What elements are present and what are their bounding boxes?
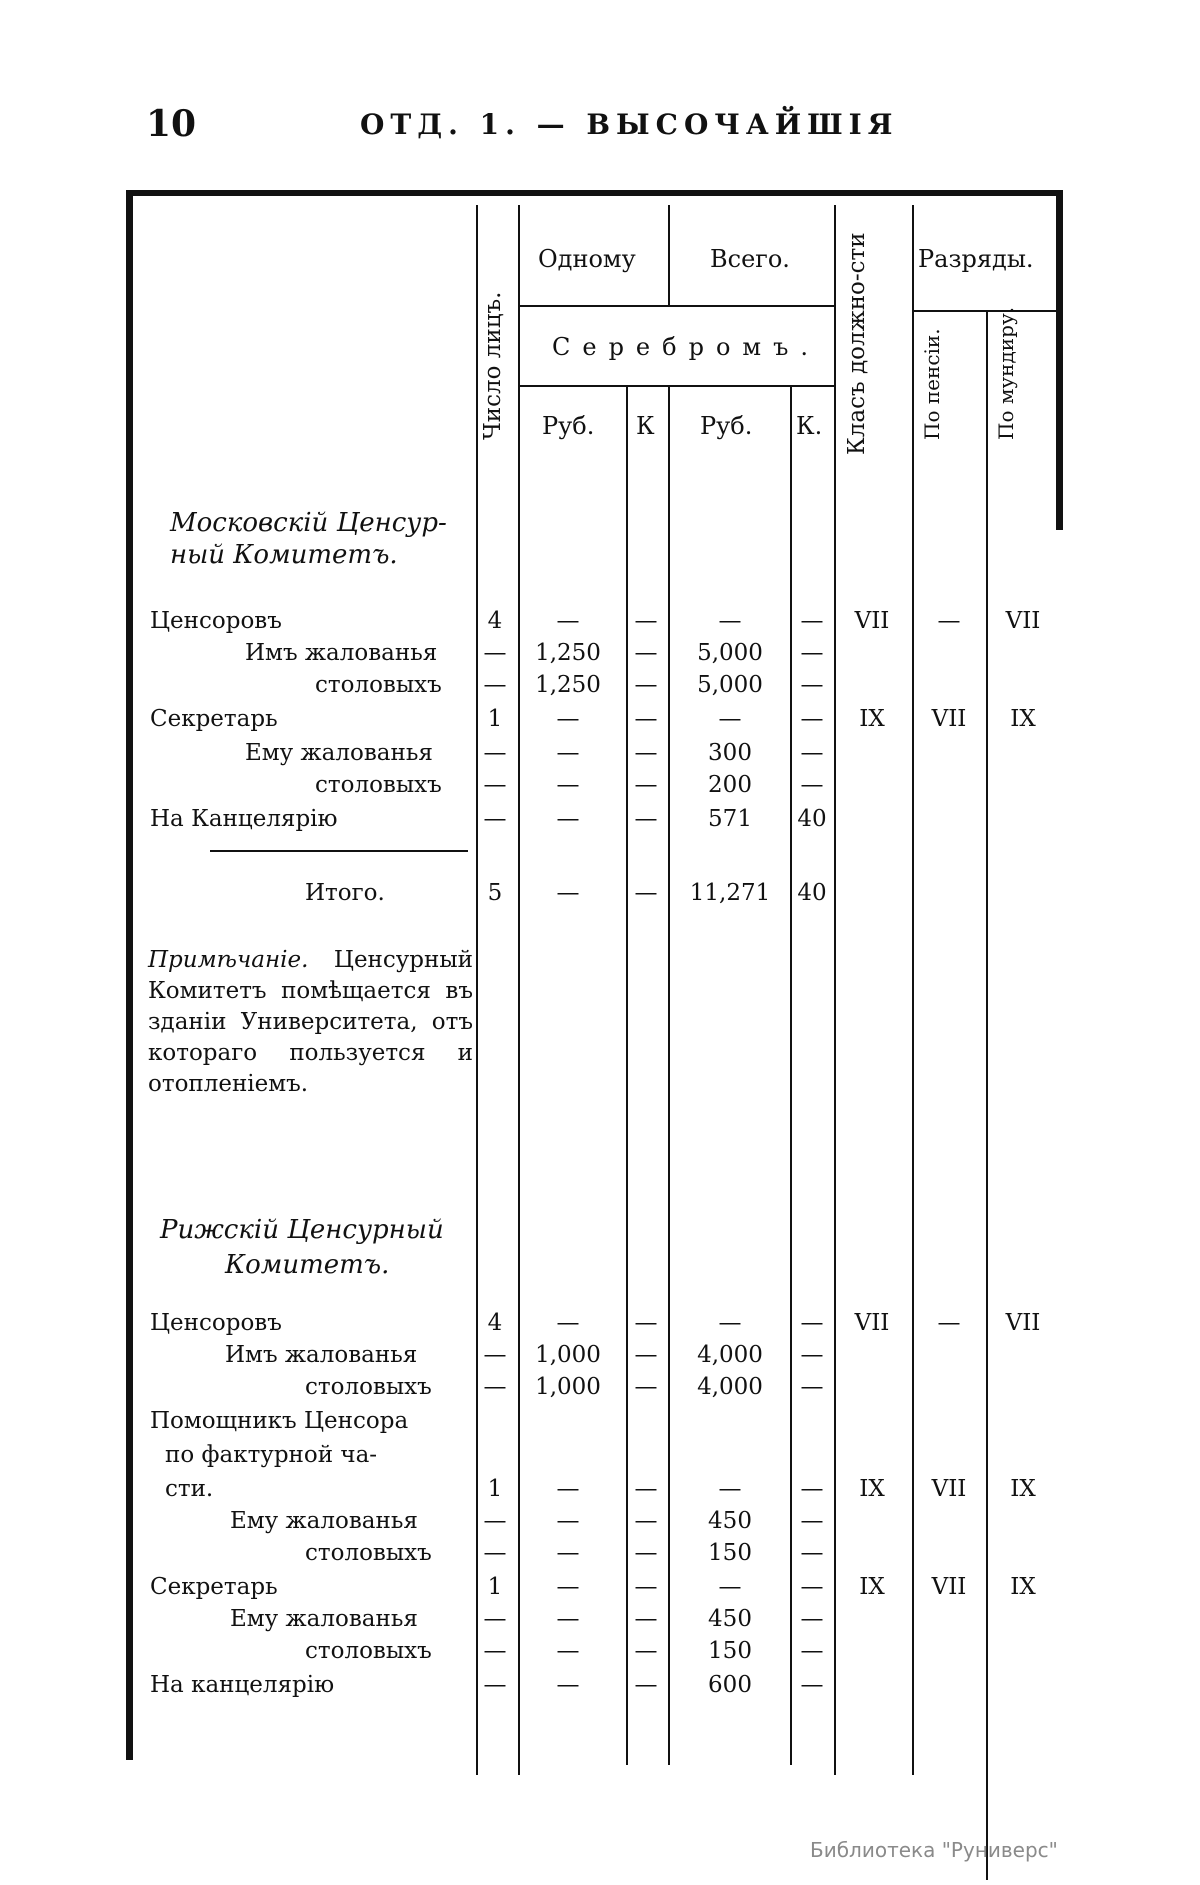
row-total: — [718,1310,742,1336]
row-label: Ему жалованья [230,1508,418,1534]
row-class: IX [859,706,885,732]
header-pension: По пенсіи. [920,328,944,440]
row-uniform: IX [1010,706,1036,732]
row-total: — [718,706,742,732]
table-top-border [126,190,1058,196]
row-label: Секретарь [150,706,278,732]
row-pension: — [937,1310,961,1336]
header-one: Одному [538,245,636,273]
row-total: 450 [708,1508,752,1534]
row-one-kop: — [634,640,658,666]
row-one: — [556,1672,580,1698]
header-persons: Число лицъ. [480,291,506,440]
row-uniform: VII [1005,1310,1041,1336]
note-title: Примѣчаніе. [148,947,309,973]
header-total: Всего. [710,245,790,273]
column-divider [668,385,670,1765]
row-total: — [718,1574,742,1600]
column-divider [668,205,670,305]
row-label: по фактурной ча- [165,1442,378,1468]
header-rub-total: Руб. [700,412,753,440]
row-persons: — [483,1342,507,1368]
row-one-kop: — [634,1476,658,1502]
section-title: ный Комитетъ. [170,540,398,570]
row-class: IX [859,1574,885,1600]
row-one-kop: — [634,1508,658,1534]
row-persons: — [483,1638,507,1664]
row-persons: 1 [487,1476,503,1502]
header-kop-total: К. [796,412,823,440]
row-one: — [556,740,580,766]
row-uniform: IX [1010,1574,1036,1600]
row-one-kop: — [634,1374,658,1400]
note-text: Ценсурный Комитетъ помѣщается въ зданіи Университета, отъ котораго пользуется и отопленіемъ. [148,947,473,1097]
row-persons: — [483,806,507,832]
row-label: Ценсоровъ [150,1310,282,1336]
row-one-kop: — [634,706,658,732]
row-one: 1,000 [535,1342,601,1368]
row-one-kop: — [634,1574,658,1600]
header-divider [914,310,1058,312]
row-label: На канцелярію [150,1672,335,1698]
row-one: 1,250 [535,640,601,666]
row-class: IX [859,1476,885,1502]
row-label: Помощникъ Ценсора [150,1408,409,1434]
row-one: — [556,1540,580,1566]
total-one-kop: — [634,880,658,906]
row-total: 450 [708,1606,752,1632]
row-total-kop: — [800,1672,824,1698]
page-number: 10 [146,103,197,145]
total-sum-kop: 40 [797,880,827,906]
row-uniform: IX [1010,1476,1036,1502]
total-persons: 5 [487,880,503,906]
row-persons: — [483,740,507,766]
row-total-kop: — [800,1342,824,1368]
header-ranks: Разряды. [918,245,1034,273]
row-one: — [556,1476,580,1502]
row-total: 150 [708,1540,752,1566]
row-label: сти. [165,1476,214,1502]
row-label: Ему жалованья [245,740,433,766]
row-label: Ему жалованья [230,1606,418,1632]
total-label: Итого. [305,880,385,906]
row-persons: 4 [487,1310,503,1336]
row-total-kop: — [800,706,824,732]
watermark: Библиотека "Руниверс" [810,1838,1058,1862]
header-uniform: По мундиру. [994,306,1018,440]
row-persons: — [483,1672,507,1698]
row-one-kop: — [634,1310,658,1336]
row-one-kop: — [634,806,658,832]
row-one-kop: — [634,772,658,798]
header-divider [520,385,834,387]
row-persons: — [483,672,507,698]
row-persons: — [483,1606,507,1632]
row-total: 300 [708,740,752,766]
row-label: столовыхъ [315,672,442,698]
row-one-kop: — [634,1672,658,1698]
column-divider [834,205,836,1775]
row-total-kop: 40 [797,806,827,832]
row-one-kop: — [634,1342,658,1368]
row-total-kop: — [800,672,824,698]
row-total-kop: — [800,1606,824,1632]
table-left-border [126,190,133,1760]
row-total: — [718,1476,742,1502]
row-label: Имъ жалованья [225,1342,418,1368]
row-persons: — [483,1374,507,1400]
row-one: — [556,706,580,732]
row-label: Имъ жалованья [245,640,438,666]
column-divider [912,205,914,1775]
row-total: 571 [708,806,752,832]
note [148,945,473,1100]
row-one: — [556,1606,580,1632]
row-persons: — [483,640,507,666]
row-total-kop: — [800,1574,824,1600]
row-total: 4,000 [697,1374,763,1400]
column-divider [476,205,478,1775]
row-class: VII [854,608,890,634]
running-head: ОТД. 1. — ВЫСОЧАЙШІЯ [360,108,899,141]
section-title: Московскій Ценсур- [170,508,447,538]
row-pension: — [937,608,961,634]
row-pension: VII [931,706,967,732]
row-total-kop: — [800,1638,824,1664]
table-right-border [1056,190,1063,530]
row-one-kop: — [634,740,658,766]
row-total-kop: — [800,640,824,666]
row-one-kop: — [634,608,658,634]
row-one: — [556,1508,580,1534]
row-persons: 1 [487,706,503,732]
row-label: столовыхъ [305,1638,432,1664]
row-label: Ценсоровъ [150,608,282,634]
row-total: — [718,608,742,634]
row-total-kop: — [800,1476,824,1502]
row-total: 200 [708,772,752,798]
row-total: 5,000 [697,640,763,666]
row-total-kop: — [800,1310,824,1336]
row-one-kop: — [634,672,658,698]
row-total: 4,000 [697,1342,763,1368]
row-one: — [556,772,580,798]
row-persons: 1 [487,1574,503,1600]
row-persons: — [483,772,507,798]
row-label: столовыхъ [305,1540,432,1566]
total-one: — [556,880,580,906]
total-sum: 11,271 [689,880,771,906]
row-total-kop: — [800,1540,824,1566]
row-class: VII [854,1310,890,1336]
row-total-kop: — [800,772,824,798]
row-total: 5,000 [697,672,763,698]
row-total: 150 [708,1638,752,1664]
row-one-kop: — [634,1638,658,1664]
header-divider [520,305,834,307]
row-uniform: VII [1005,608,1041,634]
row-label: столовыхъ [305,1374,432,1400]
row-one-kop: — [634,1540,658,1566]
row-pension: VII [931,1476,967,1502]
column-divider [790,385,792,1765]
column-divider [518,205,520,1775]
row-label: На Канцелярію [150,806,338,832]
row-one: — [556,1638,580,1664]
row-one: — [556,1574,580,1600]
row-total: 600 [708,1672,752,1698]
row-total-kop: — [800,1508,824,1534]
row-one-kop: — [634,1606,658,1632]
row-label: Секретарь [150,1574,278,1600]
row-persons: — [483,1540,507,1566]
row-label: столовыхъ [315,772,442,798]
row-one: — [556,1310,580,1336]
row-total-kop: — [800,740,824,766]
row-one: 1,000 [535,1374,601,1400]
section-title: Комитетъ. [225,1250,390,1280]
column-divider [986,310,988,1880]
header-class: Класъ должно-сти [844,232,870,455]
header-rub-one: Руб. [542,412,595,440]
row-one: — [556,806,580,832]
section-title: Рижскій Ценсурный [160,1215,444,1245]
row-one: 1,250 [535,672,601,698]
row-pension: VII [931,1574,967,1600]
header-silver: Серебромъ. [552,333,820,361]
row-one: — [556,608,580,634]
total-divider [210,850,468,852]
row-total-kop: — [800,608,824,634]
row-persons: 4 [487,608,503,634]
row-total-kop: — [800,1374,824,1400]
header-kop-one: К [636,412,655,440]
row-persons: — [483,1508,507,1534]
